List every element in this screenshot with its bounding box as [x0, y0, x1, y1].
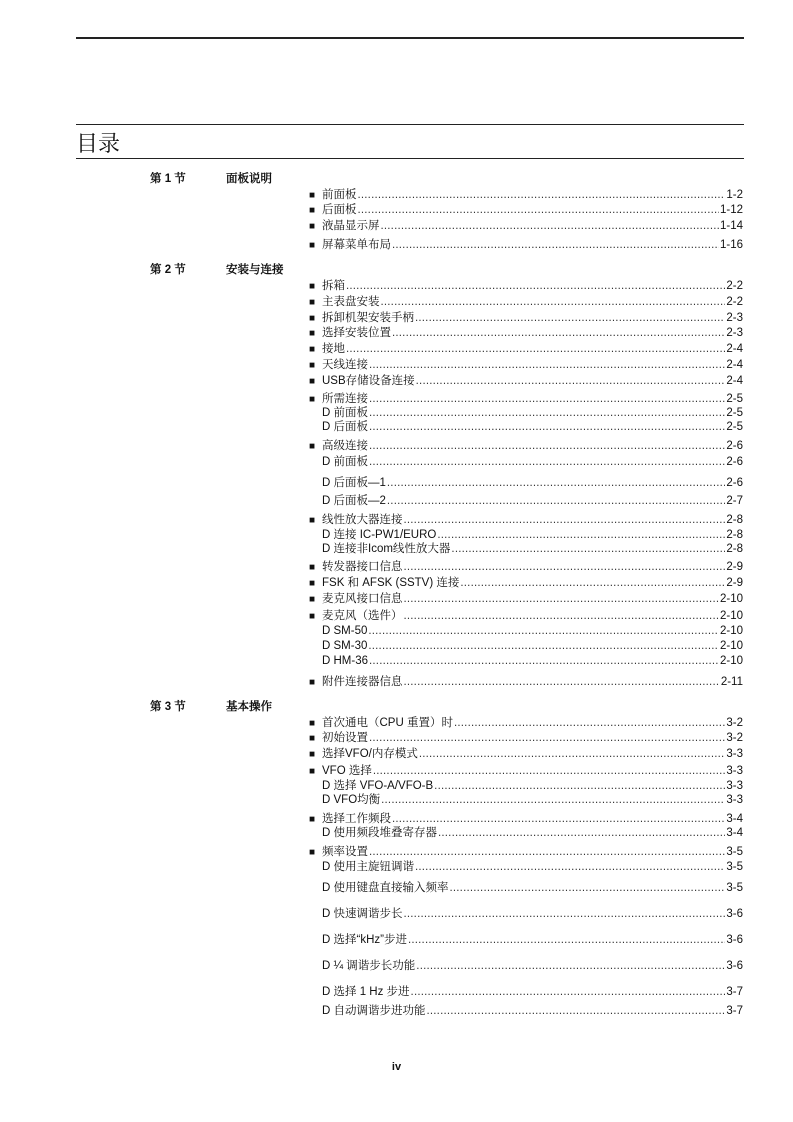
toc-entry-label: D 连接 IC-PW1/EURO [322, 529, 437, 541]
toc-entry-label: D SM-50 [322, 625, 368, 637]
toc-entry-page: 3-5 [726, 846, 743, 858]
square-bullet-icon: ■ [309, 611, 316, 622]
square-bullet-icon: ■ [309, 766, 316, 777]
toc-entry-label: 天线连接 [322, 359, 368, 371]
dot-leader [416, 374, 726, 388]
dot-leader [387, 494, 725, 508]
toc-entry-page: 2-9 [726, 577, 743, 589]
toc-entry-page: 3-2 [726, 717, 743, 729]
toc-entry-page: 2-8 [726, 529, 743, 541]
toc-entry-label: 所需连接 [322, 393, 368, 405]
toc-entry-label: D 选择 VFO-A/VFO-B [322, 780, 434, 792]
toc-entry-page: 2-10 [719, 655, 743, 667]
toc-entry-page: 3-2 [726, 732, 743, 744]
toc-entry-page: 3-6 [726, 908, 743, 920]
toc-entry-page: 2-5 [726, 407, 743, 419]
square-bullet-icon: ■ [309, 205, 316, 216]
toc-entry-label: VFO 选择 [322, 765, 372, 777]
dot-leader [368, 639, 719, 653]
dot-leader [358, 203, 719, 217]
toc-entry[interactable] [309, 374, 743, 388]
toc-entry[interactable] [309, 494, 743, 508]
square-bullet-icon: ■ [309, 562, 316, 573]
toc-entry-page: 2-5 [726, 393, 743, 405]
toc-entry-label: D 后面板—1 [322, 477, 386, 489]
toc-entry[interactable] [309, 812, 743, 826]
dot-leader [392, 326, 725, 340]
toc-entry[interactable] [309, 731, 743, 745]
toc-entry-label: 选择VFO/内存模式 [322, 748, 418, 760]
square-bullet-icon: ■ [309, 814, 316, 825]
dot-leader [404, 907, 726, 921]
toc-entry-label: 附件连接器信息 [322, 676, 403, 688]
toc-entry-label: D ¼ 调谐步长功能 [322, 960, 416, 972]
toc-entry-label: D HM-36 [322, 655, 369, 667]
toc-entry-page: 1-16 [719, 239, 743, 251]
dot-leader [392, 812, 725, 826]
square-bullet-icon: ■ [309, 221, 316, 232]
toc-entry-label: D 前面板 [322, 407, 368, 419]
toc-entry[interactable] [309, 439, 743, 453]
dot-leader [438, 826, 725, 840]
toc-entry[interactable] [309, 311, 743, 325]
dot-leader [358, 188, 726, 202]
toc-entry-label: USB存储设备连接 [322, 375, 415, 387]
dot-leader [434, 779, 725, 793]
dot-leader [369, 420, 725, 434]
toc-entry-page: 2-3 [726, 312, 743, 324]
square-bullet-icon: ■ [309, 313, 316, 324]
toc-entry[interactable] [309, 542, 743, 556]
toc-entry-page: 2-6 [726, 440, 743, 452]
toc-entry[interactable] [309, 881, 743, 895]
dot-leader [368, 624, 719, 638]
toc-entry-label: 拆箱 [322, 280, 345, 292]
square-bullet-icon: ■ [309, 677, 316, 688]
toc-entry-label: 前面板 [322, 189, 357, 201]
toc-entry[interactable] [309, 764, 743, 778]
toc-entry-label: 拆卸机架安装手柄 [322, 312, 414, 324]
toc-entry-page: 2-2 [726, 296, 743, 308]
square-bullet-icon: ■ [309, 594, 316, 605]
section-number: 第 3 节 [150, 701, 186, 713]
toc-entry[interactable] [309, 406, 743, 420]
toc-entry-page: 2-3 [726, 327, 743, 339]
dot-leader [416, 959, 725, 973]
toc-entry-page: 2-11 [720, 676, 743, 688]
toc-entry-page: 2-4 [726, 359, 743, 371]
dot-leader [404, 592, 719, 606]
toc-entry-page: 2-4 [726, 343, 743, 355]
section-title: 面板说明 [226, 173, 272, 185]
toc-entry-page: 2-6 [726, 477, 743, 489]
dot-leader [346, 342, 725, 356]
toc-entry-label: D 连接非Icom线性放大器 [322, 543, 451, 555]
toc-entry[interactable] [309, 933, 743, 947]
toc-entry[interactable] [309, 675, 743, 689]
square-bullet-icon: ■ [309, 190, 316, 201]
toc-entry-page: 3-6 [726, 934, 743, 946]
toc-entry-label: 选择安装位置 [322, 327, 391, 339]
section-title: 安装与连接 [226, 264, 284, 276]
toc-entry[interactable] [309, 609, 743, 623]
toc-entry[interactable] [309, 793, 743, 807]
title-rule-top [76, 124, 744, 125]
toc-entry[interactable] [309, 420, 743, 434]
dot-leader [437, 528, 725, 542]
square-bullet-icon: ■ [309, 394, 316, 405]
square-bullet-icon: ■ [309, 376, 316, 387]
page-title: 目录 [76, 131, 121, 156]
toc-entry[interactable] [309, 455, 743, 469]
toc-entry-page: 2-7 [726, 495, 743, 507]
dot-leader [454, 716, 725, 730]
toc-entry[interactable] [309, 654, 743, 668]
toc-entry-label: 转发器接口信息 [322, 561, 403, 573]
top-rule [76, 37, 744, 39]
dot-leader [381, 793, 725, 807]
square-bullet-icon: ■ [309, 328, 316, 339]
section-number: 第 2 节 [150, 264, 186, 276]
dot-leader [411, 985, 726, 999]
square-bullet-icon: ■ [309, 344, 316, 355]
toc-entry-label: D 选择 1 Hz 步进 [322, 986, 410, 998]
toc-entry-label: 麦克风（选件） [322, 610, 403, 622]
toc-entry[interactable] [309, 959, 743, 973]
toc-entry-label: 高级连接 [322, 440, 368, 452]
toc-entry[interactable] [309, 1004, 743, 1018]
square-bullet-icon: ■ [309, 733, 316, 744]
toc-entry[interactable] [309, 576, 743, 590]
toc-entry-page: 3-3 [726, 765, 743, 777]
dot-leader [415, 311, 725, 325]
toc-entry-page: 3-7 [726, 986, 743, 998]
toc-entry-page: 2-6 [726, 456, 743, 468]
section-title: 基本操作 [226, 701, 272, 713]
dot-leader [404, 513, 726, 527]
toc-entry[interactable] [309, 279, 743, 293]
toc-entry-page: 3-5 [726, 861, 743, 873]
toc-entry[interactable] [309, 188, 743, 202]
square-bullet-icon: ■ [309, 847, 316, 858]
square-bullet-icon: ■ [309, 441, 316, 452]
dot-leader [451, 542, 725, 556]
toc-entry[interactable] [309, 326, 743, 340]
toc-entry-page: 3-5 [726, 882, 743, 894]
toc-entry[interactable] [309, 392, 743, 406]
square-bullet-icon: ■ [309, 360, 316, 371]
toc-entry[interactable] [309, 358, 743, 372]
dot-leader [369, 406, 725, 420]
toc-entry-page: 3-6 [726, 960, 743, 972]
toc-entry-page: 2-8 [726, 514, 743, 526]
toc-entry-label: 麦克风接口信息 [322, 593, 403, 605]
toc-entry-label: D 选择“kHz”步进 [322, 934, 407, 946]
toc-entry[interactable] [309, 513, 743, 527]
toc-entry-page: 2-10 [719, 610, 743, 622]
square-bullet-icon: ■ [309, 578, 316, 589]
dot-leader [387, 476, 725, 490]
dot-leader [381, 295, 726, 309]
toc-entry-page: 3-4 [726, 813, 743, 825]
dot-leader [427, 1004, 726, 1018]
toc-entry[interactable] [309, 747, 743, 761]
toc-entry-page: 3-3 [726, 780, 743, 792]
toc-entry-page: 1-2 [726, 189, 743, 201]
toc-entry[interactable] [309, 985, 743, 999]
dot-leader [381, 219, 719, 233]
toc-entry-label: FSK 和 AFSK (SSTV) 连接 [322, 577, 460, 589]
page-number: iv [391, 1061, 402, 1073]
toc-entry-label: 首次通电（CPU 重置）时 [322, 717, 453, 729]
toc-entry[interactable] [309, 624, 743, 638]
toc-entry-label: D 前面板 [322, 456, 368, 468]
dot-leader [404, 560, 726, 574]
dot-leader [460, 576, 725, 590]
dot-leader [369, 731, 725, 745]
toc-entry[interactable] [309, 238, 743, 252]
dot-leader [369, 654, 719, 668]
dot-leader [369, 358, 725, 372]
dot-leader [346, 279, 725, 293]
dot-leader [404, 675, 720, 689]
toc-entry-page: 3-7 [726, 1005, 743, 1017]
toc-entry[interactable] [309, 826, 743, 840]
toc-entry-page: 1-14 [719, 220, 743, 232]
toc-entry-page: 2-10 [719, 625, 743, 637]
dot-leader [450, 881, 726, 895]
toc-entry-label: D 使用频段堆叠寄存器 [322, 827, 437, 839]
toc-entry[interactable] [309, 560, 743, 574]
toc-entry-page: 2-9 [726, 561, 743, 573]
square-bullet-icon: ■ [309, 240, 316, 251]
toc-entry[interactable] [309, 219, 743, 233]
toc-entry-page: 1-12 [719, 204, 743, 216]
toc-entry-label: 线性放大器连接 [322, 514, 403, 526]
toc-entry[interactable] [309, 907, 743, 921]
toc-entry-page: 2-4 [726, 375, 743, 387]
toc-entry-label: D 使用键盘直接输入频率 [322, 882, 449, 894]
toc-entry[interactable] [309, 528, 743, 542]
square-bullet-icon: ■ [309, 281, 316, 292]
toc-entry-page: 2-10 [719, 593, 743, 605]
toc-entry-label: D 快速调谐步长 [322, 908, 403, 920]
square-bullet-icon: ■ [309, 297, 316, 308]
toc-entry-page: 3-3 [726, 748, 743, 760]
toc-entry-label: 液晶显示屏 [322, 220, 380, 232]
dot-leader [373, 764, 726, 778]
toc-entry[interactable] [309, 716, 743, 730]
toc-entry-label: D VFO均衡 [322, 794, 381, 806]
dot-leader [408, 933, 725, 947]
toc-entry-label: 后面板 [322, 204, 357, 216]
toc-entry[interactable] [309, 203, 743, 217]
toc-entry[interactable] [309, 860, 743, 874]
toc-entry-page: 2-5 [726, 421, 743, 433]
toc-entry-label: 屏幕菜单布局 [322, 239, 391, 251]
section-number: 第 1 节 [150, 173, 186, 185]
toc-entry-label: 接地 [322, 343, 345, 355]
toc-entry-label: 主表盘安装 [322, 296, 380, 308]
toc-entry-page: 2-8 [726, 543, 743, 555]
toc-entry-label: D 自动调谐步进功能 [322, 1005, 426, 1017]
toc-entry[interactable] [309, 779, 743, 793]
toc-entry-label: D 后面板 [322, 421, 368, 433]
toc-entry-label: 选择工作频段 [322, 813, 391, 825]
dot-leader [415, 860, 725, 874]
toc-entry[interactable] [309, 592, 743, 606]
toc-entry-page: 3-3 [726, 794, 743, 806]
toc-entry-label: 频率设置 [322, 846, 368, 858]
toc-entry[interactable] [309, 342, 743, 356]
toc-entry-label: D 使用主旋钮调谐 [322, 861, 414, 873]
square-bullet-icon: ■ [309, 749, 316, 760]
square-bullet-icon: ■ [309, 515, 316, 526]
dot-leader [369, 439, 725, 453]
toc-entry[interactable] [309, 476, 743, 490]
toc-entry-label: D SM-30 [322, 640, 368, 652]
title-rule-bottom [76, 158, 744, 159]
dot-leader [369, 455, 725, 469]
toc-entry-label: 初始设置 [322, 732, 368, 744]
toc-entry[interactable] [309, 639, 743, 653]
dot-leader [404, 609, 719, 623]
square-bullet-icon: ■ [309, 718, 316, 729]
dot-leader [392, 238, 719, 252]
dot-leader [419, 747, 726, 761]
toc-entry[interactable] [309, 845, 743, 859]
dot-leader [369, 845, 725, 859]
toc-entry-label: D 后面板—2 [322, 495, 386, 507]
toc-entry-page: 3-4 [726, 827, 743, 839]
dot-leader [369, 392, 725, 406]
toc-entry[interactable] [309, 295, 743, 309]
toc-entry-page: 2-10 [719, 640, 743, 652]
toc-entry-page: 2-2 [726, 280, 743, 292]
